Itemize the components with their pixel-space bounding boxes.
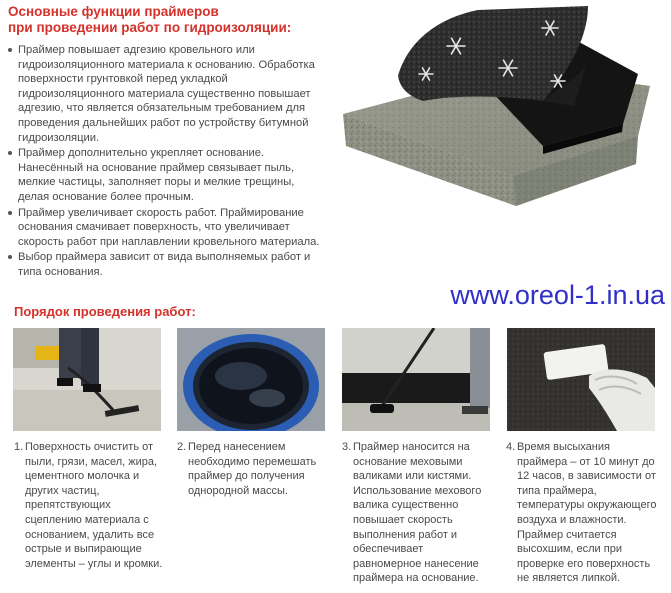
heading-line-1: Основные функции праймеров [8, 4, 219, 19]
list-item: Праймер дополнительно укрепляет основание. Нанесённый на основание праймер связывает пыль, мелкие частицы, заполняет поры и мелкие трещины, делая основание более прочным. [6, 146, 324, 204]
list-item: Праймер повышает адгезию кровельного или гидроизоляционного материала к основанию. Обработка поверхности грунтовкой перед укладкой гидроизоляционного материала существенно повышает адгезию, что является обязательным требованием для проведения дальнейших работ по устройству битумной гидроизоляции. [6, 43, 324, 145]
website-url: www.oreol-1.in.ua [450, 280, 665, 310]
cleaning-photo [13, 328, 161, 431]
step-1 [14, 440, 166, 571]
list-item: Выбор праймера зависит от вида выполняемых работ и типа основания. [6, 250, 324, 279]
dry-check-photo [507, 328, 655, 431]
step-number: 3. [342, 441, 352, 453]
steps-heading: Порядок проведения работ: [14, 304, 196, 319]
roller-photo [342, 328, 490, 431]
heading-line-2: при проведении работ по гидроизоляции: [8, 20, 292, 35]
step-number: 1. [14, 441, 24, 453]
step-2 [177, 440, 329, 498]
step-text: Время высыхания праймера – от 10 минут до 12 часов, в зависимости от типа праймера, температуры окружающего воздуха и влажности. Праймер считается высохшим, если при проверке его поверхность не является липкой. [517, 441, 657, 585]
barrel-photo [177, 328, 325, 431]
step-text: Перед нанесением необходимо перемешать праймер до получения однородной массы. [188, 441, 317, 497]
list-item: Праймер увеличивает скорость работ. Праймирование основания смачивает поверхность, что увеличивает скорость работ при наплавлении кровельного материала. [6, 206, 324, 250]
step-text: Поверхность очистить от пыли, грязи, масел, жира, цементного молочка и других частиц, препятствующих сцеплению материала с основанием, удалить все острые и выпирающие элементы – углы и кромки. [25, 441, 163, 570]
step-text: Праймер наносится на основание меховыми валиками или кистями. Использование мехового валика существенно повышает скорость выполнения работ и обеспечивает равномерное нанесение праймера на основание. [353, 441, 482, 585]
step-number: 4. [506, 441, 516, 453]
step-number: 2. [177, 441, 187, 453]
section-heading [8, 4, 348, 36]
step-4 [506, 440, 658, 586]
step-3 [342, 440, 494, 586]
roofing-membrane-image [338, 6, 663, 211]
functions-list [6, 43, 324, 281]
